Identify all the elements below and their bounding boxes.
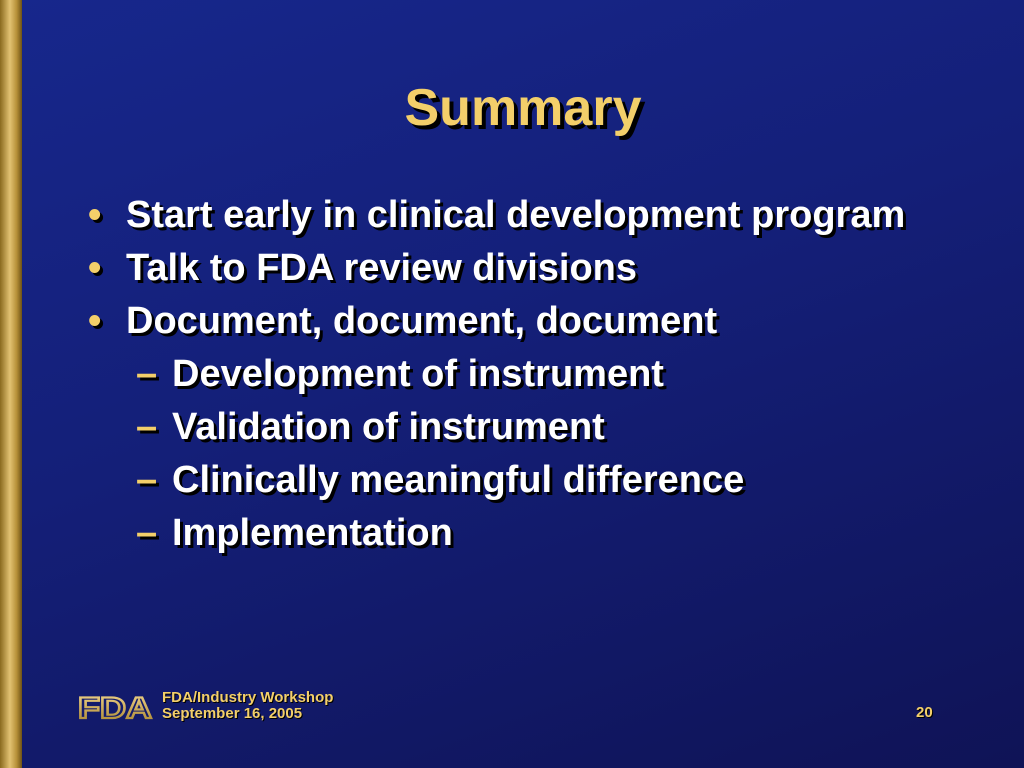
bullet-text: Talk to FDA review divisions <box>126 247 638 289</box>
bullet-marker: • <box>88 300 102 342</box>
page-number: 20 <box>916 704 933 721</box>
bullet-text: Document, document, document <box>126 300 718 342</box>
sub-bullet-text: Development of instrument <box>172 353 664 395</box>
dash-marker: – <box>136 353 158 395</box>
bullet-text: Start early in clinical development program <box>126 194 906 236</box>
dash-marker: – <box>136 459 158 501</box>
fda-logo-text: FDA <box>78 692 152 722</box>
sub-bullet-item <box>88 349 988 399</box>
dash-marker: – <box>136 512 158 554</box>
sub-bullet-item <box>88 455 988 505</box>
bullet-marker: • <box>88 194 102 236</box>
sub-bullet-text: Validation of instrument <box>172 406 605 448</box>
fda-logo <box>76 692 154 722</box>
footer-date: September 16, 2005 <box>162 705 303 722</box>
sub-bullet-text: Implementation <box>172 512 453 554</box>
sub-bullet-item <box>88 508 988 558</box>
footer-workshop: FDA/Industry Workshop <box>162 689 334 706</box>
footer-caption <box>162 690 333 722</box>
sub-bullet-text: Clinically meaningful difference <box>172 459 745 501</box>
dash-marker: – <box>136 406 158 448</box>
bullet-item <box>88 243 988 293</box>
slide-title: Summary <box>404 79 642 137</box>
sub-bullet-item <box>88 402 988 452</box>
bullet-marker: • <box>88 247 102 289</box>
bullet-list <box>88 190 988 561</box>
bullet-item <box>88 190 988 240</box>
bullet-item <box>88 296 988 346</box>
